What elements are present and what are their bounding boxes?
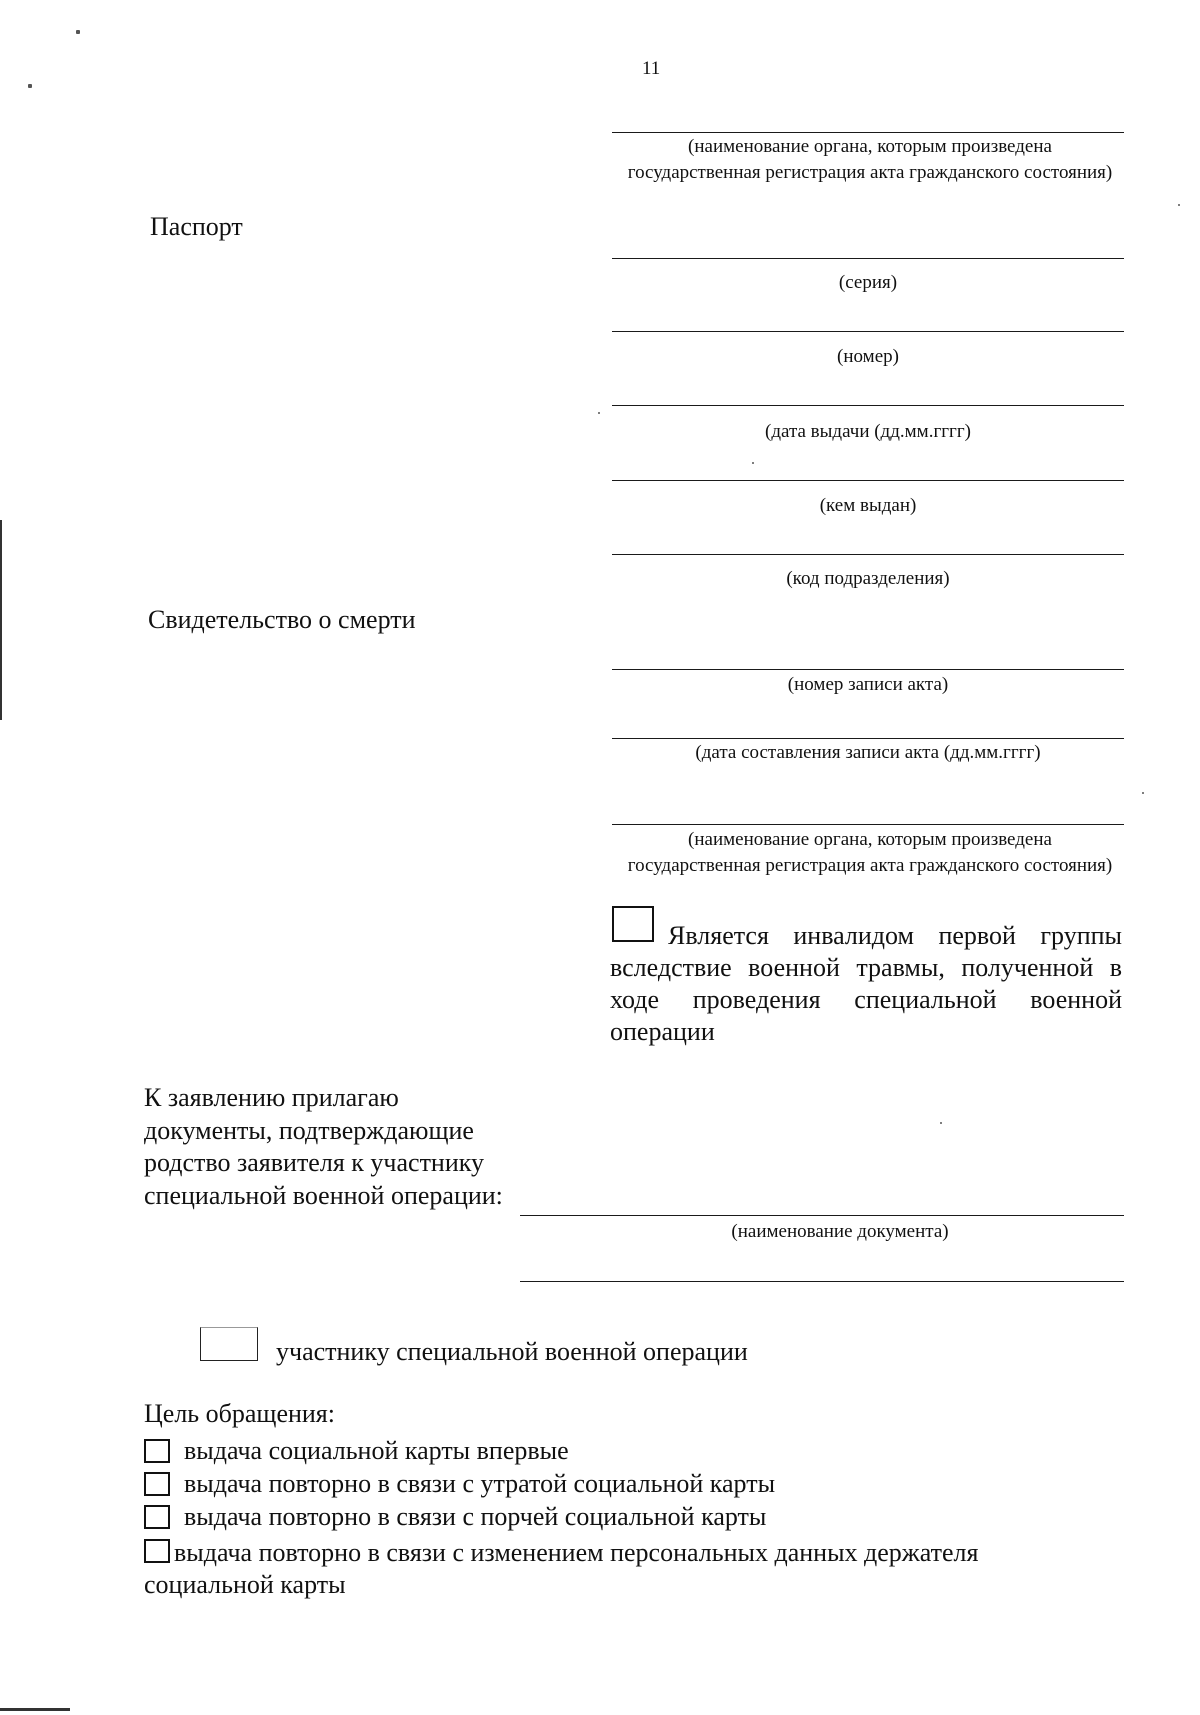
passport-issue-date-caption: (дата выдачи (дд.мм.гггг) [765, 421, 971, 442]
purpose-option[interactable] [144, 1435, 569, 1467]
document-name-line[interactable] [520, 1215, 1124, 1216]
relation-suffix-text: участнику специальной военной операции [276, 1337, 748, 1366]
bottom-left-mark [0, 1708, 70, 1711]
passport-series-line[interactable] [612, 258, 1124, 259]
purpose-option[interactable] [144, 1468, 775, 1500]
registry-office-caption: (наименование органа, которым произведена государственная регистрация акта гражданского состояния) [627, 136, 1113, 183]
passport-number-line[interactable] [612, 331, 1124, 332]
registry-office-line[interactable] [612, 132, 1124, 133]
scan-speck [28, 84, 32, 88]
passport-number-caption: (номер) [837, 346, 899, 367]
attachments-label: К заявлению прилагаю документы, подтверждающие родство заявителя к участнику специальной военной операции: [144, 1083, 503, 1210]
purpose-option-checkbox[interactable] [144, 1539, 170, 1563]
passport-issued-by-line[interactable] [612, 480, 1124, 481]
scan-speck [752, 462, 754, 464]
act-record-number-caption: (номер записи акта) [787, 674, 949, 695]
scan-speck [1142, 792, 1144, 794]
purpose-option[interactable] [144, 1501, 766, 1533]
scan-speck [76, 30, 80, 34]
page-number: 11 [642, 58, 661, 79]
purpose-option-label: выдача повторно в связи с утратой социальной карты [184, 1469, 776, 1498]
purpose-option-last[interactable] [144, 1537, 1094, 1601]
document-name-line-2[interactable] [520, 1281, 1124, 1282]
purpose-option-checkbox[interactable] [144, 1505, 170, 1529]
passport-issued-by-caption: (кем выдан) [819, 495, 917, 516]
act-record-date-caption: (дата составления записи акта (дд.мм.гггг) [695, 742, 1041, 763]
relation-input[interactable] [200, 1327, 258, 1361]
passport-issue-date-line[interactable] [612, 405, 1124, 406]
purpose-option-label: выдача повторно в связи с изменением персональных данных держателя социальной карты [144, 1538, 979, 1599]
act-record-number-line[interactable] [612, 669, 1124, 670]
document-name-caption: (наименование документа) [731, 1221, 949, 1242]
act-registry-office-caption: (наименование органа, которым произведена государственная регистрация акта гражданского состояния) [627, 829, 1113, 876]
purpose-option-checkbox[interactable] [144, 1472, 170, 1496]
passport-division-code-line[interactable] [612, 554, 1124, 555]
purpose-option-label: выдача повторно в связи с порчей социальной карты [184, 1502, 767, 1531]
scan-speck [940, 1122, 942, 1124]
purpose-heading: Цель обращения: [144, 1399, 335, 1428]
passport-series-caption: (серия) [838, 272, 898, 293]
passport-label: Паспорт [150, 212, 243, 241]
act-registry-office-line[interactable] [612, 824, 1124, 825]
left-margin-edge [0, 520, 2, 720]
passport-division-code-caption: (код подразделения) [786, 568, 950, 589]
purpose-option-label: выдача социальной карты впервые [184, 1436, 569, 1465]
act-record-date-line[interactable] [612, 738, 1124, 739]
scan-speck [1178, 204, 1180, 206]
death-certificate-label: Свидетельство о смерти [148, 605, 416, 634]
purpose-option-checkbox[interactable] [144, 1439, 170, 1463]
disability-text: Является инвалидом первой группы вследствие военной травмы, полученной в ходе проведения специальной военной операции [610, 921, 1122, 1046]
scan-speck [598, 412, 600, 414]
